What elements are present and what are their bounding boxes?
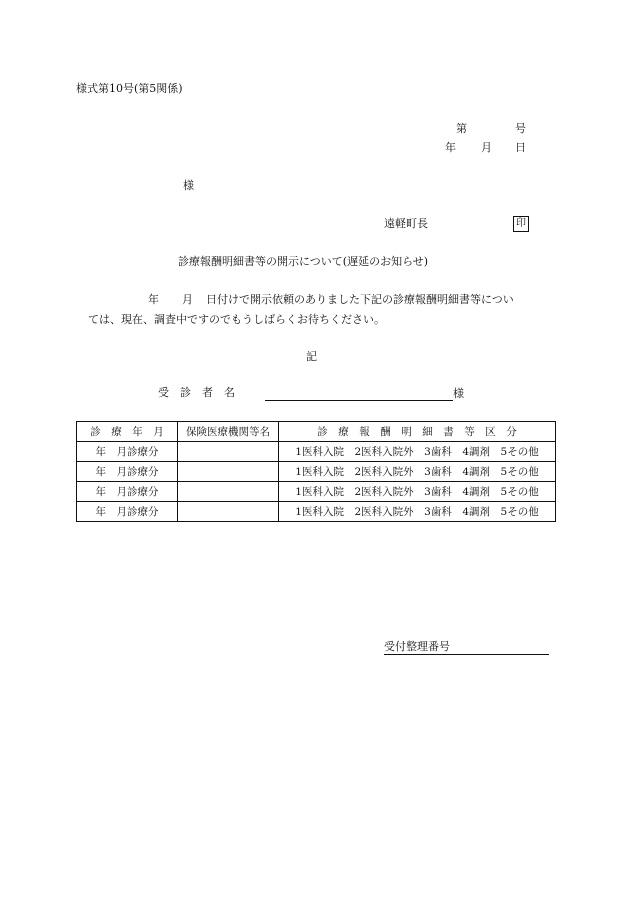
table-row bbox=[77, 442, 556, 462]
receipt-number-field[interactable] bbox=[384, 640, 549, 655]
doc-date-month: 月 bbox=[481, 141, 492, 154]
doc-date-year: 年 bbox=[445, 141, 456, 154]
patient-suffix: 様 bbox=[453, 387, 464, 400]
receipt-number-label: 受付整理番号 bbox=[384, 640, 450, 653]
table-header-row bbox=[77, 422, 556, 442]
header-category: 診 療 報 酬 明 細 書 等 区 分 bbox=[279, 422, 556, 442]
header-period: 診 療 年 月 bbox=[77, 422, 178, 442]
addressee-suffix: 様 bbox=[183, 179, 194, 192]
seal-mark: 印 bbox=[513, 216, 529, 232]
doc-number-go: 号 bbox=[515, 122, 526, 135]
row-institution[interactable] bbox=[178, 482, 279, 502]
table-row bbox=[77, 462, 556, 482]
doc-date-day: 日 bbox=[515, 141, 526, 154]
body-line2-text: ては、現在、調査中ですのでもうしばらくお待ちください。 bbox=[88, 313, 385, 326]
document-subject: 診療報酬明細書等の開示について(遅延のお知らせ) bbox=[178, 255, 429, 268]
issuer-name: 遠軽町長 bbox=[384, 217, 428, 230]
ki-heading: 記 bbox=[306, 350, 317, 363]
patient-name-field[interactable] bbox=[265, 386, 464, 401]
row-category[interactable]: 1医科入院 2医科入院外 3歯科 4調剤 5その他 bbox=[279, 482, 556, 502]
issuer-seal bbox=[513, 216, 529, 232]
body-year: 年 bbox=[148, 293, 159, 306]
body-month: 月 bbox=[182, 293, 193, 306]
header-institution: 保険医療機関等名 bbox=[178, 422, 279, 442]
row-period[interactable]: 年 月診療分 bbox=[77, 502, 178, 522]
row-category[interactable]: 1医科入院 2医科入院外 3歯科 4調剤 5その他 bbox=[279, 502, 556, 522]
row-category[interactable]: 1医科入院 2医科入院外 3歯科 4調剤 5その他 bbox=[279, 462, 556, 482]
table-row bbox=[77, 482, 556, 502]
claims-table bbox=[76, 421, 556, 522]
body-line1-text: 日付けで開示依頼のありました下記の診療報酬明細書等につい bbox=[206, 293, 514, 306]
patient-name-underline bbox=[265, 386, 453, 401]
row-period[interactable]: 年 月診療分 bbox=[77, 462, 178, 482]
patient-label: 受 診 者 名 bbox=[158, 386, 235, 399]
table-row bbox=[77, 502, 556, 522]
form-label: 様式第10号(第5関係) bbox=[76, 82, 183, 95]
row-institution[interactable] bbox=[178, 502, 279, 522]
row-category[interactable]: 1医科入院 2医科入院外 3歯科 4調剤 5その他 bbox=[279, 442, 556, 462]
row-institution[interactable] bbox=[178, 442, 279, 462]
row-period[interactable]: 年 月診療分 bbox=[77, 482, 178, 502]
doc-number-dai: 第 bbox=[456, 122, 467, 135]
row-period[interactable]: 年 月診療分 bbox=[77, 442, 178, 462]
row-institution[interactable] bbox=[178, 462, 279, 482]
